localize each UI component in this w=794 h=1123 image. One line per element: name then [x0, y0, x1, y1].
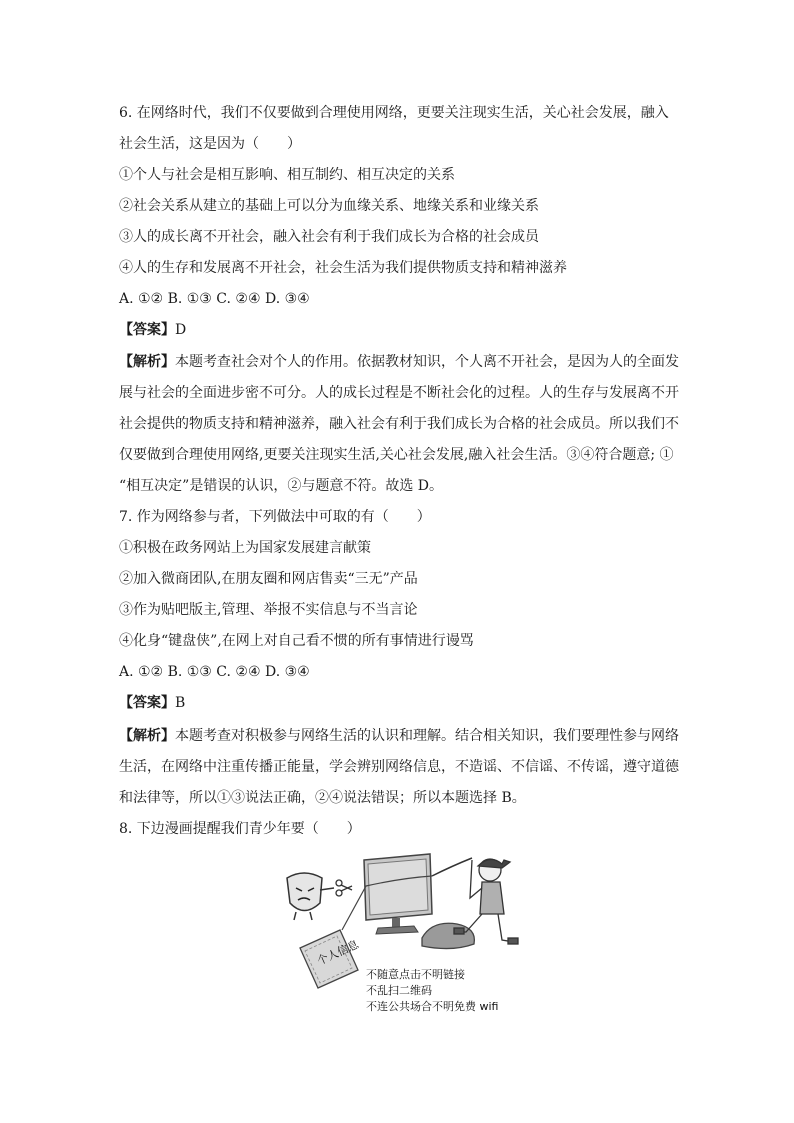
- q7-option-2: ②加入微商团队,在朋友圈和网店售卖“三无”产品: [119, 571, 418, 587]
- q6-option-1: ①个人与社会是相互影响、相互制约、相互决定的关系: [119, 167, 455, 183]
- analysis-label: 【解析】: [119, 728, 175, 744]
- cartoon-caption-2: 不乱扫二维码: [366, 984, 432, 997]
- q8-stem: 8. 下边漫画提醒我们青少年要（ ）: [119, 821, 361, 837]
- analysis-text: 本题考查社会对个人的作用。依据教材知识，个人离不开社会，是因为人的全面发: [175, 354, 679, 370]
- q6-analysis-line5: “相互决定”是错误的认识，②与题意不符。故选 D。: [119, 478, 443, 494]
- q7-option-3: ③作为贴吧版主,管理、举报不实信息与不当言论: [119, 602, 418, 618]
- q6-choices: A. ①② B. ①③ C. ②④ D. ③④: [119, 291, 310, 307]
- q7-analysis-line3: 和法律等，所以①③说法正确，②④说法错误；所以本题选择 B。: [119, 790, 526, 806]
- q7-option-4: ④化身“键盘侠”,在网上对自己看不惯的所有事情进行谩骂: [119, 633, 474, 649]
- answer-label: 【答案】: [119, 695, 175, 711]
- cartoon-caption-1: 不随意点击不明链接: [366, 968, 465, 981]
- q6-option-2: ②社会关系从建立的基础上可以分为血缘关系、地缘关系和业缘关系: [119, 198, 539, 214]
- q6-answer: [119, 320, 679, 340]
- answer-label: 【答案】: [119, 322, 175, 338]
- q7-analysis-line1: [119, 726, 679, 746]
- analysis-text: 本题考查对积极参与网络生活的认识和理解。结合相关知识，我们要理性参与网络: [175, 728, 679, 744]
- info-tag-text: 个人信息: [315, 937, 361, 968]
- q7-answer: [119, 693, 679, 713]
- scissors-icon: [336, 880, 352, 896]
- shield-character-icon: [287, 873, 334, 920]
- q6-analysis-line2: 展与社会的全面进步密不可分。人的成长过程是不断社会化的过程。人的生存与发展离不开: [119, 385, 679, 401]
- q6-option-4: ④人的生存和发展离不开社会，社会生活为我们提供物质支持和精神滋养: [119, 260, 567, 276]
- monitor-icon: [364, 854, 432, 934]
- q6-option-3: ③人的成长离不开社会，融入社会有利于我们成长为合格的社会成员: [119, 229, 539, 245]
- cartoon-caption-3: 不连公共场合不明免费 wifi: [366, 1000, 499, 1013]
- q7-stem: 7. 作为网络参与者，下列做法中可取的有（ ）: [119, 509, 431, 525]
- boy-fisher-icon: [454, 859, 518, 944]
- answer-value: D: [175, 322, 187, 338]
- q6-analysis-line1: [119, 352, 679, 372]
- rock-icon: [422, 923, 474, 948]
- q7-option-1: ①积极在政务网站上为国家发展建言献策: [119, 540, 371, 556]
- q7-choices: A. ①② B. ①③ C. ②④ D. ③④: [119, 664, 310, 680]
- q6-stem-line1: 6. 在网络时代，我们不仅要做到合理使用网络，更要关注现实生活，关心社会发展，融入: [119, 105, 669, 121]
- fishing-rod-icon: [432, 858, 472, 876]
- q6-stem-line2: 社会生活，这是因为（ ）: [119, 136, 301, 152]
- q6-analysis-line4: 仅要做到合理使用网络,更要关注现实生活,关心社会发展,融入社会生活。③④符合题意; ①: [119, 447, 674, 463]
- q7-analysis-line2: 生活，在网络中注重传播正能量，学会辨别网络信息，不造谣、不信谣、不传谣，遵守道德: [119, 759, 679, 775]
- q6-analysis-line3: 社会提供的物质支持和精神滋养，融入社会有利于我们成长为合格的社会成员。所以我们不: [119, 416, 679, 432]
- answer-value: B: [175, 695, 186, 711]
- analysis-label: 【解析】: [119, 354, 175, 370]
